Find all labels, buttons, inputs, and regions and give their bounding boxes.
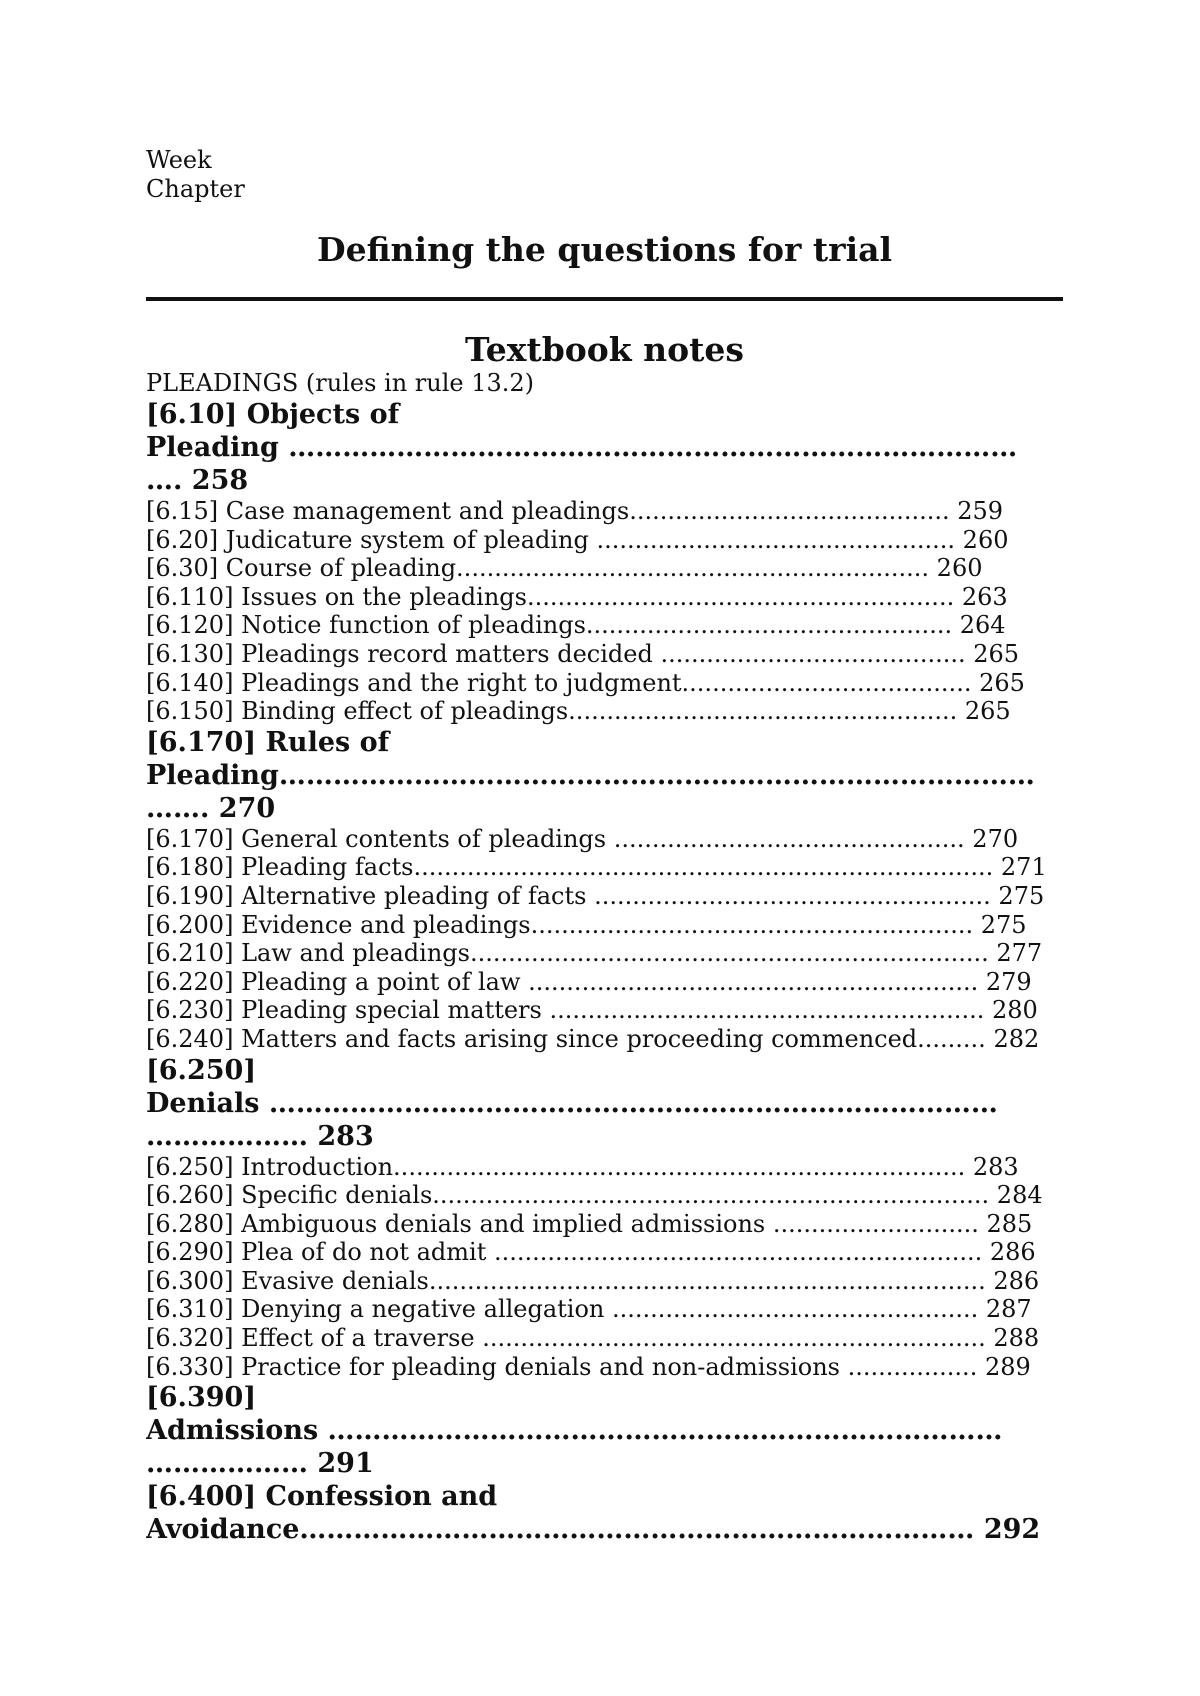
chapter-label: Chapter — [146, 175, 245, 203]
toc-section-heading: Pleading………………………………………………………………………… — [146, 759, 1035, 791]
toc-entry: [6.260] Specific denials......................................................................... 284 — [146, 1181, 1043, 1210]
toc-entry: [6.170] General contents of pleadings .............................................. 270 — [146, 824, 1019, 853]
toc-entry: [6.240] Matters and facts arising since proceeding commenced......... 282 — [146, 1024, 1040, 1053]
toc-entry: [6.330] Practice for pleading denials and non-admissions ................. 289 — [146, 1352, 1031, 1381]
toc-section-page: ……………… 283 — [146, 1120, 374, 1152]
toc-entry: [6.310] Denying a negative allegation ................................................ 287 — [146, 1295, 1032, 1324]
toc-section-page: …. 258 — [146, 465, 249, 496]
toc-section-heading: Denials ……………………………………………………………………… — [146, 1087, 998, 1119]
toc-entry: [6.320] Effect of a traverse .................................................................. 288 — [146, 1324, 1040, 1353]
toc-entry: [6.180] Pleading facts............................................................................ 271 — [146, 853, 1047, 882]
page-title: Defining the questions for trial — [316, 230, 893, 269]
toc-entry: [6.30] Course of pleading.............................................................. 260 — [146, 554, 983, 583]
toc-section-heading: [6.170] Rules of — [146, 726, 390, 758]
week-label: Week — [146, 146, 212, 174]
toc-entry: [6.210] Law and pleadings.................................................................... 277 — [146, 939, 1043, 968]
toc-intro: PLEADINGS (rules in rule 13.2) — [146, 369, 535, 397]
toc-section-heading: [6.390] — [146, 1382, 257, 1414]
toc-entry: [6.280] Ambiguous denials and implied admissions ........................... 285 — [146, 1209, 1033, 1238]
toc-entry: [6.110] Issues on the pleadings........................................................ 263 — [146, 582, 1008, 611]
toc-entry: [6.200] Evidence and pleadings.......................................................... 275 — [146, 910, 1027, 939]
toc-entry: [6.230] Pleading special matters ......................................................... 280 — [146, 996, 1038, 1025]
toc-entry: [6.220] Pleading a point of law ........................................................... 279 — [146, 967, 1032, 996]
toc-entry: [6.250] Introduction........................................................................... 283 — [146, 1152, 1019, 1181]
toc-entry: [6.300] Evasive denials......................................................................... 286 — [146, 1266, 1040, 1295]
table-of-contents — [146, 368, 1063, 1546]
title-rule — [146, 297, 1063, 301]
toc-section-heading: [6.10] Objects of — [146, 399, 400, 430]
toc-section-heading: Admissions ………………………………………………………………… — [146, 1415, 1003, 1447]
toc-section-heading: [6.250] — [146, 1054, 257, 1086]
toc-section-heading: Pleading ……………………………………………………………………… — [146, 432, 1018, 463]
toc-section-heading: [6.400] Confession and — [146, 1481, 498, 1513]
toc-section-heading: Avoidance………………………………………………………………… 292 — [146, 1514, 1041, 1546]
toc-entry: [6.150] Binding effect of pleadings................................................... 265 — [146, 697, 1011, 726]
toc-entry: [6.15] Case management and pleadings.......................................... 259 — [146, 497, 1004, 525]
toc-section-page: ……. 270 — [146, 792, 276, 824]
toc-entry: [6.130] Pleadings record matters decided ........................................ 265 — [146, 639, 1020, 668]
toc-entry: [6.190] Alternative pleading of facts .................................................... 275 — [146, 881, 1045, 910]
toc-entry: [6.20] Judicature system of pleading ............................................... 260 — [146, 525, 1009, 554]
toc-section-page: ……………… 291 — [146, 1448, 374, 1480]
section-subtitle: Textbook notes — [465, 330, 744, 369]
toc-entry: [6.140] Pleadings and the right to judgment...................................... 265 — [146, 668, 1025, 697]
toc-entry: [6.290] Plea of do not admit ................................................................ 286 — [146, 1238, 1036, 1267]
toc-entry: [6.120] Notice function of pleadings................................................ 264 — [146, 611, 1006, 640]
